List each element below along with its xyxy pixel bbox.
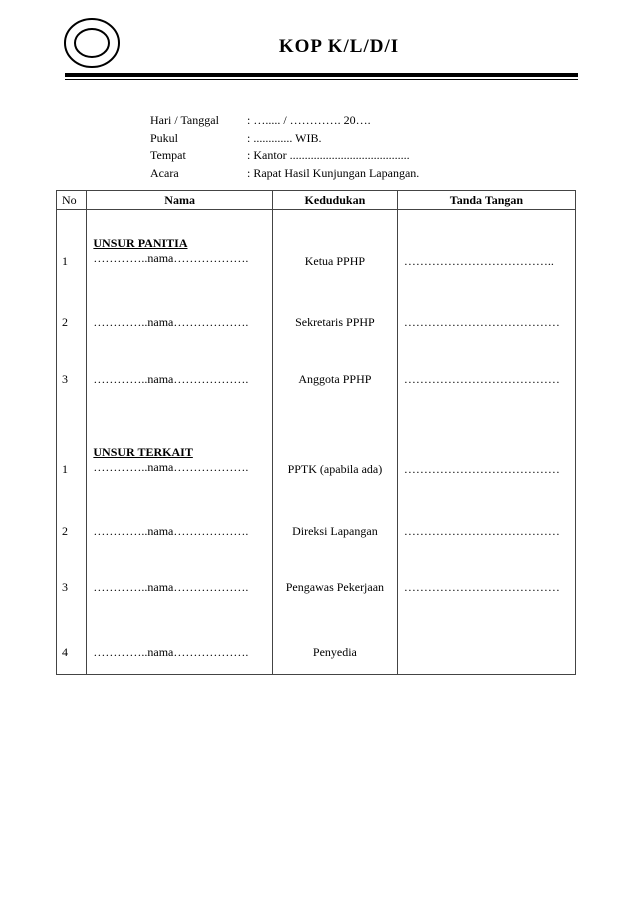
meta-label: Hari / Tanggal (150, 113, 219, 127)
row-nama: …………..nama………………. (93, 523, 249, 538)
attendance-table (56, 190, 576, 675)
table-row (57, 598, 576, 675)
header-no: No (57, 191, 87, 210)
table-header-row (57, 191, 576, 210)
row-no: 1 (62, 254, 68, 268)
table-row (57, 210, 576, 276)
meeting-info (150, 112, 419, 182)
row-nama: …………..nama………………. (93, 579, 249, 594)
meta-row (150, 112, 419, 130)
row-no: 1 (62, 461, 68, 476)
meta-value: : …..... / …………. 20…. (247, 113, 371, 127)
row-tanda-tangan: ……………………………….. (403, 254, 554, 268)
header-kedudukan: Kedudukan (272, 191, 397, 210)
meta-label: Acara (150, 165, 179, 180)
header-tanda-tangan: Tanda Tangan (397, 191, 575, 210)
letterhead-title: KOP K/L/D/I (278, 36, 400, 57)
row-nama: …………..nama………………. (93, 251, 249, 265)
row-no: 4 (62, 644, 68, 659)
row-kedudukan: Pengawas Pekerjaan (285, 579, 385, 594)
meta-row (150, 165, 419, 183)
row-tanda-tangan: ………………………………… (403, 579, 560, 594)
meta-row (150, 147, 419, 165)
header-nama: Nama (87, 191, 273, 210)
row-kedudukan: Anggota PPHP (298, 371, 372, 386)
row-tanda-tangan: ………………………………… (403, 371, 560, 386)
row-tanda-tangan (398, 598, 575, 645)
row-nama: …………..nama………………. (93, 371, 249, 386)
table-row (57, 332, 576, 408)
meta-row (150, 130, 419, 148)
table-row (57, 484, 576, 542)
table-row (57, 276, 576, 332)
meta-value: : Kantor ........................................ (247, 148, 410, 162)
row-no: 2 (62, 314, 68, 329)
meta-label: Tempat (150, 148, 186, 162)
group-title-terkait: UNSUR TERKAIT (93, 444, 193, 459)
row-nama: …………..nama………………. (93, 459, 249, 474)
row-no: 3 (62, 371, 68, 386)
table-row (57, 408, 576, 484)
row-kedudukan: Penyedia (312, 644, 357, 659)
row-no: 3 (62, 579, 68, 594)
meta-value: : ............. WIB. (247, 130, 322, 145)
row-no: 2 (62, 523, 68, 538)
row-kedudukan: Ketua PPHP (304, 254, 366, 268)
group-title-panitia: UNSUR PANITIA (93, 236, 188, 250)
meta-value: : Rapat Hasil Kunjungan Lapangan. (247, 165, 420, 180)
row-nama: …………..nama………………. (93, 644, 249, 659)
row-tanda-tangan: ………………………………… (403, 523, 560, 538)
row-tanda-tangan: ………………………………… (403, 461, 560, 476)
row-nama: …………..nama………………. (93, 314, 249, 329)
row-kedudukan: Sekretaris PPHP (295, 314, 375, 329)
row-kedudukan: Direksi Lapangan (292, 523, 378, 538)
meta-label: Pukul (150, 130, 179, 145)
header-rule-thin (65, 79, 578, 80)
table-row (57, 542, 576, 598)
row-kedudukan: PPTK (apabila ada) (287, 461, 383, 476)
row-tanda-tangan: ………………………………… (403, 314, 560, 329)
header-rule-thick (65, 73, 578, 77)
